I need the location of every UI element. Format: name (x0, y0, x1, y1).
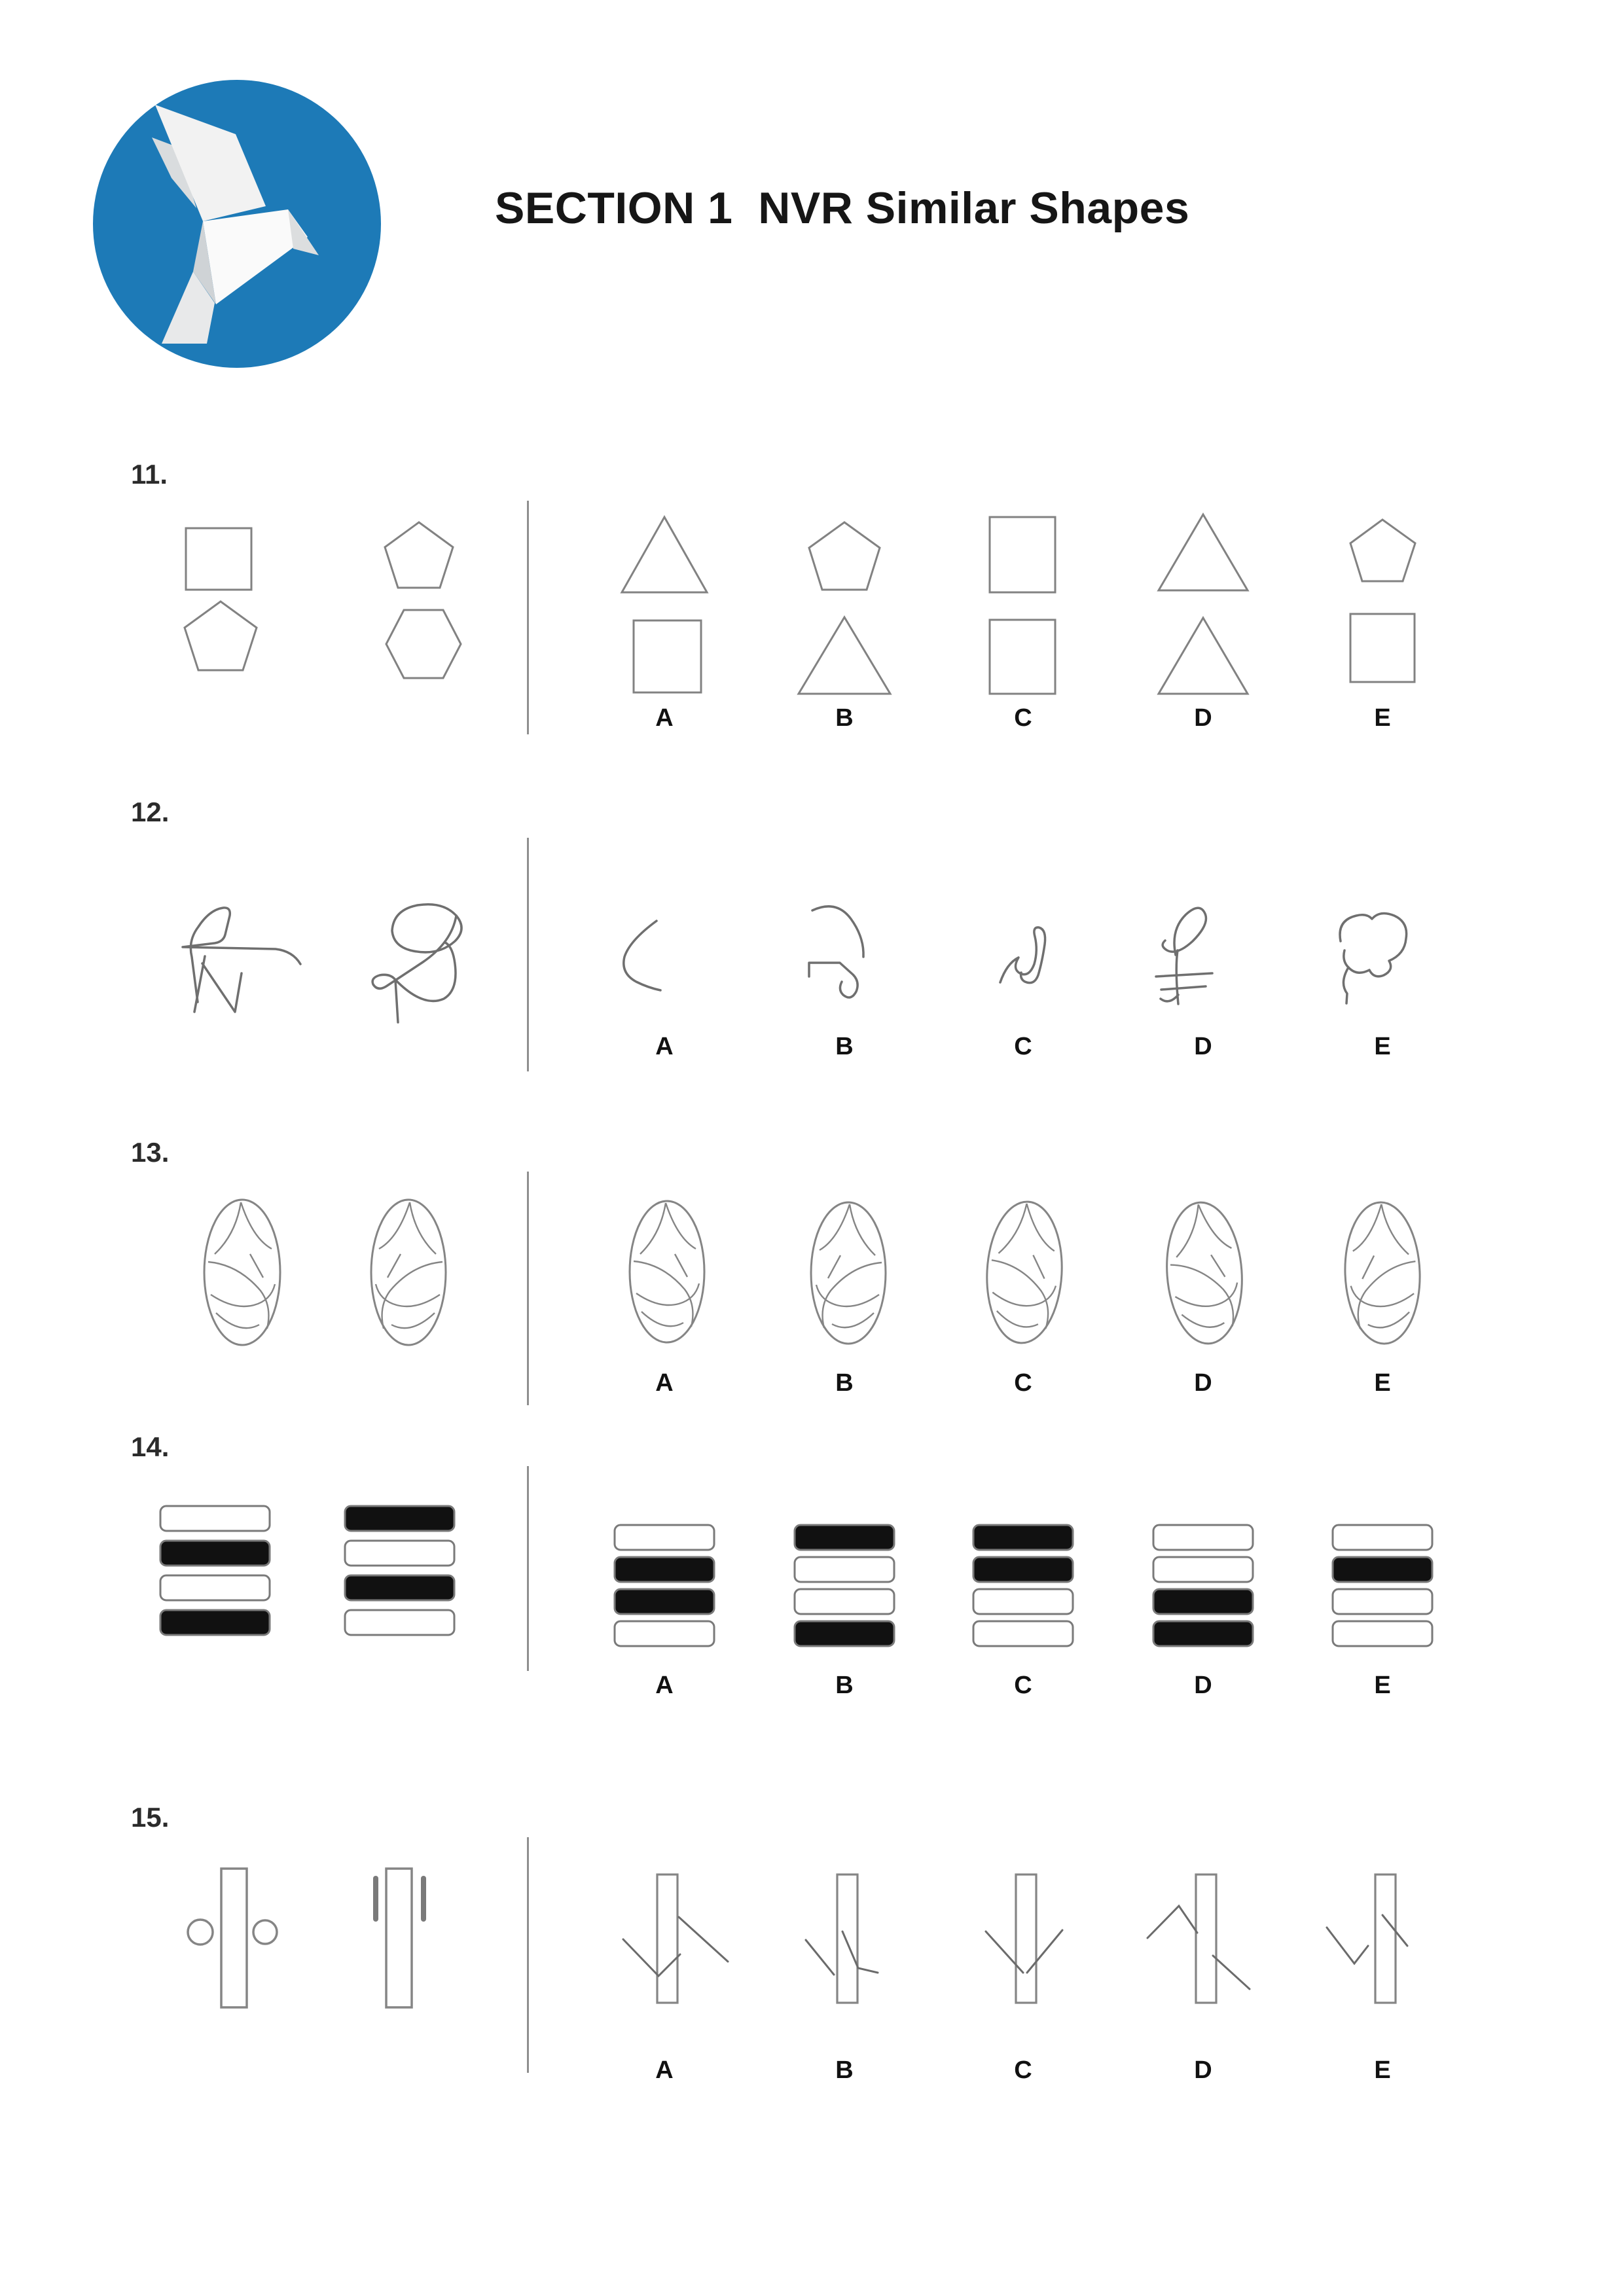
bar (160, 1506, 270, 1531)
q13-option-c-oval (983, 1200, 1065, 1345)
q14-option-a-label: A (655, 1672, 674, 1699)
bar (973, 1621, 1073, 1646)
q14-option-d-bars (1153, 1525, 1253, 1646)
bar (973, 1589, 1073, 1614)
bar (160, 1610, 270, 1635)
triangle-shape (1159, 514, 1248, 590)
q13-example2-oval (371, 1200, 446, 1345)
square-shape (1350, 614, 1415, 682)
bar (795, 1557, 894, 1582)
q15-option-b-figure (806, 1874, 878, 2003)
q15-option-d-figure (1147, 1874, 1250, 2003)
bar (1333, 1557, 1432, 1582)
question-15-number: 15. (131, 1802, 170, 1833)
q14-option-d-label: D (1194, 1672, 1212, 1699)
q13-example1-oval (204, 1200, 280, 1345)
q13-option-e-oval (1343, 1201, 1422, 1345)
rectangle-shape (386, 1869, 412, 2007)
q12-option-e-scribble (1340, 913, 1407, 1003)
q13-option-a-label: A (655, 1369, 674, 1397)
q15-graphics (188, 1869, 1407, 2007)
q14-graphics (160, 1506, 1432, 1646)
pentagon-shape (1350, 520, 1415, 581)
bar (1153, 1621, 1253, 1646)
q11-option-a-label: A (655, 704, 674, 732)
bar (345, 1506, 454, 1531)
q12-option-c-scribble (1000, 927, 1045, 983)
q11-option-a-figure (622, 517, 707, 692)
q11-option-c-figure (990, 517, 1055, 694)
q15-option-a-label: A (655, 2056, 674, 2084)
rectangle-shape (221, 1869, 247, 2007)
q12-graphics (183, 905, 1407, 1022)
bar (615, 1557, 714, 1582)
q12-option-a-scribble (624, 921, 660, 990)
q12-option-d-label: D (1194, 1033, 1212, 1060)
q14-example1-bars (160, 1506, 270, 1635)
q11-option-e-label: E (1374, 704, 1391, 732)
bar (1333, 1589, 1432, 1614)
q11-graphics (185, 514, 1415, 694)
q13-option-e-label: E (1374, 1369, 1391, 1397)
q12-option-d-scribble (1156, 908, 1212, 1004)
q15-option-b-label: B (835, 2056, 854, 2084)
q11-option-d-label: D (1194, 704, 1212, 732)
q11-option-c-label: C (1014, 704, 1032, 732)
q11-option-e-figure (1350, 520, 1415, 682)
bar (795, 1589, 894, 1614)
bar (1333, 1525, 1432, 1550)
bar (1153, 1557, 1253, 1582)
q13-option-a-oval (630, 1201, 704, 1342)
bar (1333, 1621, 1432, 1646)
pentagon-shape (385, 522, 453, 588)
rectangle-shape (837, 1874, 857, 2003)
bar (160, 1575, 270, 1600)
bar (973, 1557, 1073, 1582)
q14-option-e-bars (1333, 1525, 1432, 1646)
bar (973, 1525, 1073, 1550)
rectangle-shape (1016, 1874, 1036, 2003)
bar (1153, 1525, 1253, 1550)
triangle-shape (622, 517, 707, 592)
q15-example2-figure (376, 1869, 424, 2007)
q11-option-b-figure (799, 522, 890, 694)
pentagon-shape (809, 522, 880, 590)
q13-option-c-label: C (1014, 1369, 1032, 1397)
q15-option-e-figure (1327, 1874, 1407, 2003)
bar (345, 1610, 454, 1635)
q12-option-c-label: C (1014, 1033, 1032, 1060)
rectangle-shape (1196, 1874, 1216, 2003)
bar (615, 1621, 714, 1646)
hexagon-shape (386, 610, 461, 678)
question-13-number: 13. (131, 1137, 170, 1168)
bar (160, 1541, 270, 1566)
q13-option-b-oval (811, 1202, 886, 1344)
q14-option-b-label: B (835, 1672, 854, 1699)
question-11-number: 11. (131, 459, 168, 490)
q15-option-a-figure (623, 1874, 728, 2003)
q15-option-e-label: E (1374, 2056, 1391, 2084)
square-shape (186, 528, 251, 590)
q15-option-c-label: C (1014, 2056, 1032, 2084)
q13-graphics (204, 1200, 1422, 1346)
triangle-shape (799, 617, 890, 694)
rectangle-shape (657, 1874, 677, 2003)
square-shape (990, 620, 1055, 694)
q14-example2-bars (345, 1506, 454, 1635)
bar (345, 1541, 454, 1566)
q14-option-b-bars (795, 1525, 894, 1646)
q13-option-d-oval (1163, 1200, 1247, 1346)
q14-option-e-label: E (1374, 1672, 1391, 1699)
bar (795, 1525, 894, 1550)
bar (615, 1589, 714, 1614)
bar (345, 1575, 454, 1600)
q15-option-d-label: D (1194, 2056, 1212, 2084)
q12-option-b-scribble (809, 906, 863, 997)
q12-option-b-label: B (835, 1033, 854, 1060)
q11-option-b-label: B (835, 704, 854, 732)
circle-shape (253, 1920, 277, 1944)
q14-option-c-label: C (1014, 1672, 1032, 1699)
bar (615, 1525, 714, 1550)
question-12-number: 12. (131, 797, 170, 827)
pentagon-shape (185, 601, 257, 670)
bar (1153, 1589, 1253, 1614)
circle-shape (188, 1920, 213, 1945)
q11-option-d-figure (1159, 514, 1248, 694)
q15-example1-figure (188, 1869, 277, 2007)
q12-option-a-label: A (655, 1033, 674, 1060)
q14-option-a-bars (615, 1525, 714, 1646)
q14-option-c-bars (973, 1525, 1073, 1646)
q12-example1-scribble (183, 908, 300, 1012)
q13-option-d-label: D (1194, 1369, 1212, 1397)
question-14-number: 14. (131, 1431, 170, 1462)
bar (795, 1621, 894, 1646)
q15-option-c-figure (986, 1874, 1062, 2003)
triangle-shape (1159, 618, 1248, 694)
square-shape (990, 517, 1055, 592)
q12-example2-scribble (372, 905, 461, 1022)
q13-option-b-label: B (835, 1369, 854, 1397)
square-shape (634, 620, 701, 692)
rectangle-shape (1375, 1874, 1396, 2003)
q12-option-e-label: E (1374, 1033, 1391, 1060)
page-title: SECTION 1 NVR Similar Shapes (495, 183, 1190, 233)
